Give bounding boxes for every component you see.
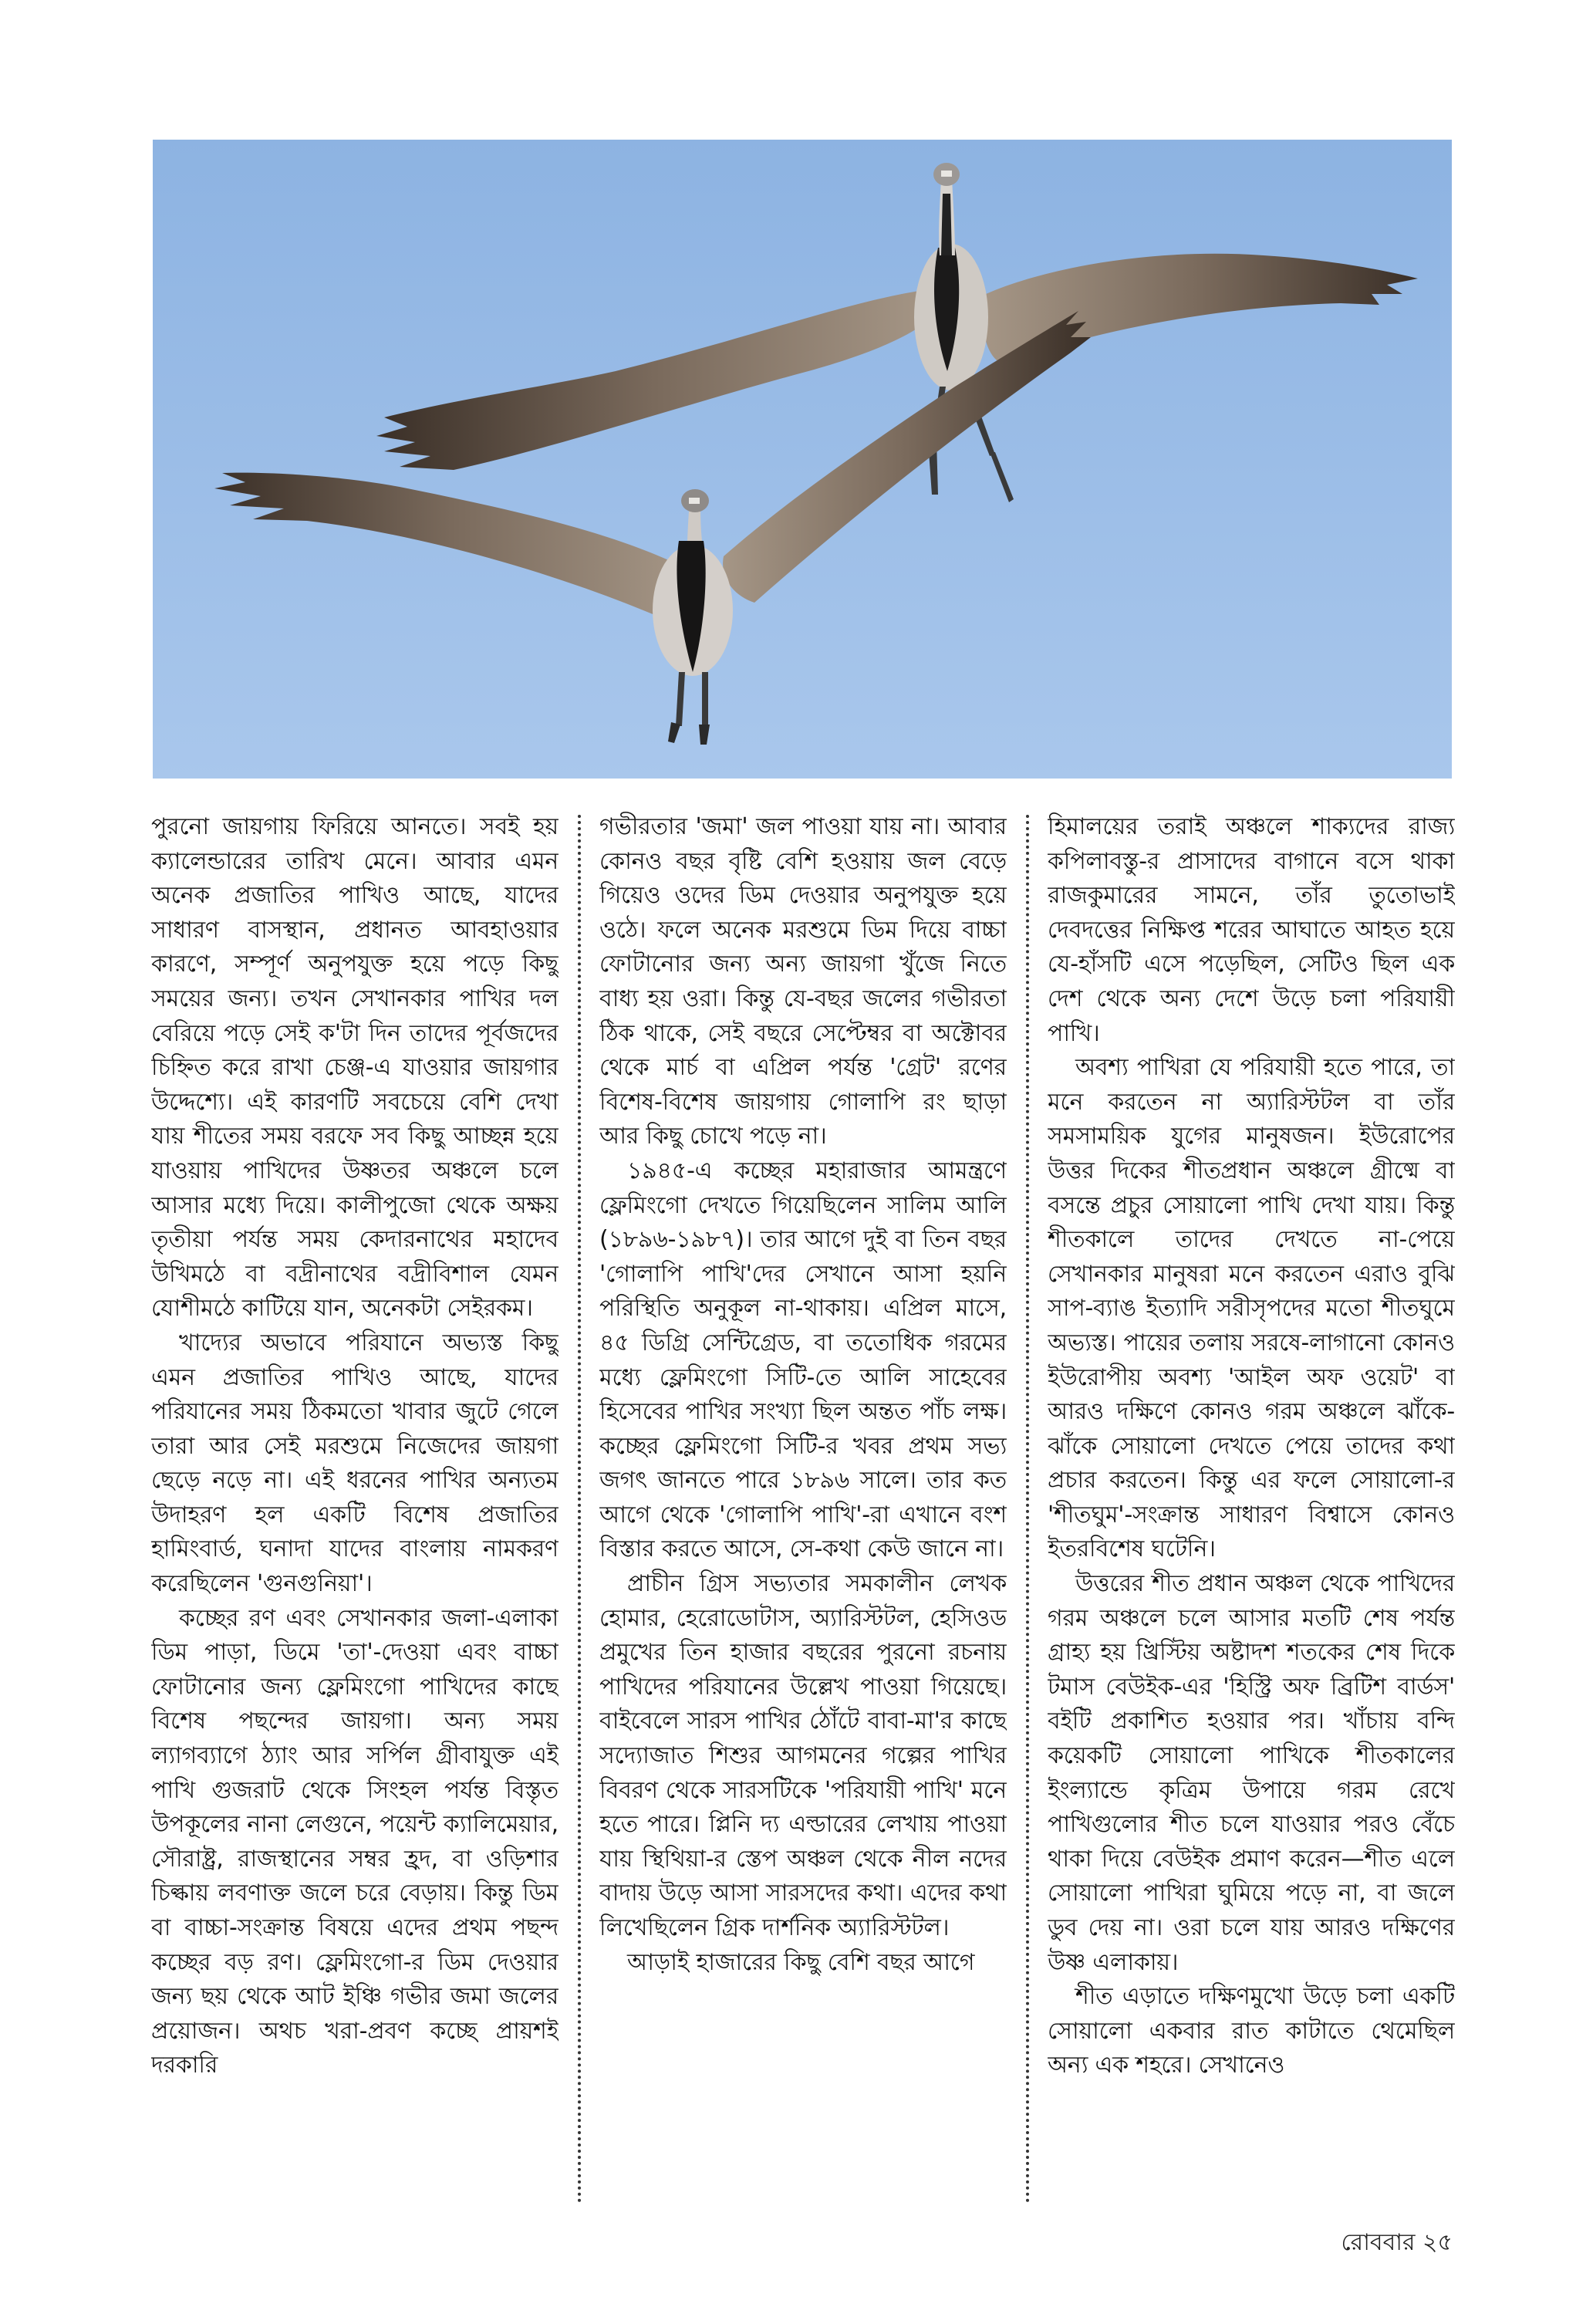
column-1	[151, 810, 559, 2207]
paragraph: হিমালয়ের তরাই অঞ্চলে শাক্যদের রাজ্য কপিলাবস্তু-র প্রাসাদের বাগানে বসে থাকা রাজকুমারের সামনে, তাঁর তুতোভাই দেবদত্তের নিক্ষিপ্ত শরের আঘাতে আহত হয়ে যে-হাঁসটি এসে পড়েছিল, সেটিও ছিল এক দেশ থেকে অন্য দেশে উড়ে চলা পরিযায়ী পাখি।	[1048, 813, 1455, 1047]
column-2	[599, 810, 1007, 2207]
column-divider	[1026, 815, 1029, 2204]
paragraph: কচ্ছের রণ এবং সেখানকার জলা-এলাকা ডিম পাড়া, ডিমে 'তা'-দেওয়া এবং বাচ্চা ফোটানোর জন্য ফ্লেমিংগো পাখিদের কাছে বিশেষ পছন্দের জায়গা। অন্য সময় ল্যাগব্যাগে ঠ্যাং আর সর্পিল গ্রীবাযুক্ত এই পাখি গুজরাট থেকে সিংহল পর্যন্ত বিস্তৃত উপকূলের নানা লেগুনে, পয়েন্ট ক্যালিমেয়ার, সৌরাষ্ট্র, রাজস্থানের সম্বর হ্রদ, বা ওড়িশার চিল্কায় লবণাক্ত জলে চরে বেড়ায়। কিন্তু ডিম বা বাচ্চা-সংক্রান্ত বিষয়ে এদের প্রথম পছন্দ কচ্ছের বড় রণ। ফ্লেমিংগো-র ডিম দেওয়ার জন্য ছয় থেকে আট ইঞ্চি গভীর জমা জলের প্রয়োজন। অথচ খরা-প্রবণ কচ্ছে প্রায়শই দরকারি	[151, 1604, 559, 2079]
paragraph: পুরনো জায়গায় ফিরিয়ে আনতে। সবই হয় ক্যালেন্ডারের তারিখ মেনে। আবার এমন অনেক প্রজাতির পাখিও আছে, যাদের সাধারণ বাসস্থান, প্রধানত আবহাওয়ার কারণে, সম্পূর্ণ অনুপযুক্ত হয়ে পড়ে কিছু সময়ের জন্য। তখন সেখানকার পাখির দল বেরিয়ে পড়ে সেই ক'টা দিন তাদের পূর্বজদের চিহ্নিত করে রাখা চেঞ্জ-এ যাওয়ার জায়গার উদ্দেশ্যে। এই কারণটি সবচেয়ে বেশি দেখা যায় শীতের সময় বরফে সব কিছু আচ্ছন্ন হয়ে যাওয়ায় পাখিদের উষ্ণতর অঞ্চলে চলে আসার মধ্যে দিয়ে। কালীপুজো থেকে অক্ষয় তৃতীয়া পর্যন্ত সময় কেদারনাথের মহাদেব উখিমঠে বা বদ্রীনাথের বদ্রীবিশাল যেমন যোশীমঠে কাটিয়ে যান, অনেকটা সেইরকম।	[151, 813, 559, 1322]
cranes-in-flight-image	[153, 140, 1452, 779]
paragraph: উত্তরের শীত প্রধান অঞ্চল থেকে পাখিদের গরম অঞ্চলে চলে আসার মতটি শেষ পর্যন্ত গ্রাহ্য হয় খ্রিস্টিয় অষ্টাদশ শতকের শেষ দিকে টমাস বেউইক-এর 'হিস্ট্রি অফ ব্রিটিশ বার্ডস' বইটি প্রকাশিত হওয়ার পর। খাঁচায় বন্দি কয়েকটি সোয়ালো পাখিকে শীতকালের ইংল্যান্ডে কৃত্রিম উপায়ে গরম রেখে পাখিগুলোর শীত চলে যাওয়ার পরও বেঁচে থাকা দিয়ে বেউইক প্রমাণ করেন—শীত এলে সোয়ালো পাখিরা ঘুমিয়ে পড়ে না, বা জলে ডুব দেয় না। ওরা চলে যায় আরও দক্ষিণের উষ্ণ এলাকায়।	[1048, 1570, 1455, 1976]
paragraph: গভীরতার 'জমা' জল পাওয়া যায় না। আবার কোনও বছর বৃষ্টি বেশি হওয়ায় জল বেড়ে গিয়েও ওদের ডিম দেওয়ার অনুপযুক্ত হয়ে ওঠে। ফলে অনেক মরশুমে ডিম দিয়ে বাচ্চা ফোটানোর জন্য অন্য জায়গা খুঁজে নিতে বাধ্য হয় ওরা। কিন্তু যে-বছর জলের গভীরতা ঠিক থাকে, সেই বছরে সেপ্টেম্বর বা অক্টোবর থেকে মার্চ বা এপ্রিল পর্যন্ত 'গ্রেট' রণের বিশেষ-বিশেষ জায়গায় গোলাপি রং ছাড়া আর কিছু চোখে পড়ে না।	[599, 813, 1007, 1150]
article-body	[151, 810, 1455, 2207]
paragraph: অবশ্য পাখিরা যে পরিযায়ী হতে পারে, তা মনে করতেন না অ্যারিস্টটল বা তাঁর সমসাময়িক যুগের মানুষজন। ইউরোপের উত্তর দিকের শীতপ্রধান অঞ্চলে গ্রীষ্মে বা বসন্তে প্রচুর সোয়ালো পাখি দেখা যায়। কিন্তু শীতকালে তাদের দেখতে না-পেয়ে সেখানকার মানুষরা মনে করতেন এরাও বুঝি সাপ-ব্যাঙ ইত্যাদি সরীসৃপদের মতো শীতঘুমে অভ্যস্ত। পায়ের তলায় সরষে-লাগানো কোনও ইউরোপীয় অবশ্য 'আইল অফ ওয়েট' বা আরও দক্ষিণে কোনও গরম অঞ্চলে ঝাঁকে-ঝাঁকে সোয়ালো দেখতে পেয়ে তাদের কথা প্রচার করতেন। কিন্তু এর ফলে সোয়ালো-র 'শীতঘুম'-সংক্রান্ত সাধারণ বিশ্বাসে কোনও ইতরবিশেষ ঘটেনি।	[1048, 1054, 1455, 1563]
cranes-photo	[153, 140, 1452, 779]
page-folio: রোববার ২৫	[1341, 2229, 1453, 2256]
paragraph: খাদ্যের অভাবে পরিযানে অভ্যস্ত কিছু এমন প্রজাতির পাখিও আছে, যাদের পরিযানের সময় ঠিকমতো খাবার জুটে গেলে তারা আর সেই মরশুমে নিজেদের জায়গা ছেড়ে নড়ে না। এই ধরনের পাখির অন্যতম উদাহরণ হল একটি বিশেষ প্রজাতির হামিংবার্ড, ঘনাদা যাদের বাংলায় নামকরণ করেছিলেন 'গুনগুনিয়া'।	[151, 1329, 559, 1598]
paragraph: প্রাচীন গ্রিস সভ্যতার সমকালীন লেখক হোমার, হেরোডোটাস, অ্যারিস্টটল, হেসিওড প্রমুখের তিন হাজার বছরের পুরনো রচনায় পাখিদের পরিযানের উল্লেখ পাওয়া গিয়েছে। বাইবেলে সারস পাখির ঠোঁটে বাবা-মা'র কাছে সদ্যোজাত শিশুর আগমনের গল্পের পাখির বিবরণ থেকে সারসটিকে 'পরিযায়ী পাখি' মনে হতে পারে। প্লিনি দ্য এল্ডারের লেখায় পাওয়া যায় স্থিথিয়া-র স্তেপ অঞ্চল থেকে নীল নদের বাদায় উড়ে আসা সারসদের কথা। এদের কথা লিখেছিলেন গ্রিক দার্শনিক অ্যারিস্টটল।	[599, 1570, 1007, 1941]
column-3	[1048, 810, 1455, 2207]
column-divider	[578, 815, 581, 2204]
paragraph: আড়াই হাজারের কিছু বেশি বছর আগে	[627, 1948, 975, 1976]
paragraph: ১৯৪৫-এ কচ্ছের মহারাজার আমন্ত্রণে ফ্লেমিংগো দেখতে গিয়েছিলেন সালিম আলি (১৮৯৬-১৯৮৭)। তার আগে দুই বা তিন বছর 'গোলাপি পাখি'দের সেখানে আসা হয়নি পরিস্থিতি অনুকূল না-থাকায়। এপ্রিল মাসে, ৪৫ ডিগ্রি সেন্টিগ্রেড, বা ততোধিক গরমের মধ্যে ফ্লেমিংগো সিটি-তে আলি সাহেবের হিসেবের পাখির সংখ্যা ছিল অন্তত পাঁচ লক্ষ। কচ্ছের ফ্লেমিংগো সিটি-র খবর প্রথম সভ্য জগৎ জানতে পারে ১৮৯৬ সালে। তার কত আগে থেকে 'গোলাপি পাখি'-রা এখানে বংশ বিস্তার করতে আসে, সে-কথা কেউ জানে না।	[599, 1157, 1007, 1563]
paragraph: শীত এড়াতে দক্ষিণমুখো উড়ে চলা একটি সোয়ালো একবার রাত কাটাতে থেমেছিল অন্য এক শহরে। সেখানেও	[1048, 1983, 1455, 2079]
